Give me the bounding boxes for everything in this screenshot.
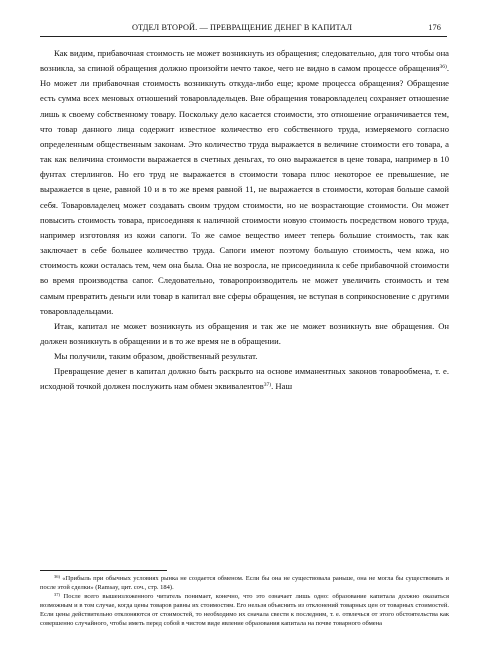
paragraph bbox=[40, 46, 449, 319]
footnote-ref[interactable]: 36) bbox=[439, 64, 447, 71]
footnote-number: 37) bbox=[54, 591, 60, 597]
footnote-divider bbox=[40, 570, 167, 571]
paragraph-text: . Наш bbox=[271, 381, 293, 392]
paragraph bbox=[40, 349, 449, 364]
running-header-title: ОТДЕЛ ВТОРОЙ. — ПРЕВРАЩЕНИЕ ДЕНЕГ В КАПИТАЛ bbox=[132, 23, 353, 32]
paragraph-text: Превращение денег в капитал должно быть раскрыто на основе имманентных законов товарообмена, т. е. исходной точкой должен послужить нам обмен эквивалентов bbox=[40, 366, 449, 392]
running-header bbox=[40, 22, 447, 37]
footnote bbox=[40, 593, 449, 629]
paragraph bbox=[40, 319, 449, 349]
paragraph-text: Итак, капитал не может возникнуть из обращения и так же не может возникнуть вне обращения. Он должен возникнуть в обращении и в то же время не в обращении. bbox=[40, 320, 449, 346]
paragraph bbox=[40, 364, 449, 394]
footnote-text: После всего вышеизложенного читатель понимает, конечно, что это означает лишь одно: образование капитала должно оказаться возможным и в том случае, когда цены товаров равны их стоимостям. Его нельзя объяснить из отклонений товарных цен от товарных стоимостей. Если цены действительно отклоняются от стоимостей, то необходимо их сначала свести к последним, т. е. отвлечься от этого обстоятельства как совершенно случайного, чтобы иметь перед собой в чистом виде явление образования капитала на почве товарного обмена bbox=[40, 592, 450, 627]
footnote-ref[interactable]: 37) bbox=[263, 382, 272, 389]
footnote-number: 36) bbox=[54, 574, 60, 579]
footnotes bbox=[40, 575, 449, 628]
paragraph-text: . Но может ли прибавочная стоимость возникнуть откуда-либо еще; кроме процесса обращения? Обращение есть сумма всех меновых отношений товаровладельцев. Вне обращения товаровладелец сохраняет отношение лишь к своему собственному товару. Поскольку дело касается стоимости, это отношение ограничивается тем, что товар данного лица содержит известное количество его собственного труда, измеряемого согласно определенным общественным законам. Это количество труда выражается в величине стоимости его товара, а так как величина стоимости выражается в счетных деньгах, то оно выражается в цене товара, например в 10 фунтах стерлингов. Но его труд не выражается в стоимости товара плюс некоторое ее превышение, не выражается в цене, равной 10 и в то же время равной 11, не выражается в стоимости, которая больше самой себя. Товаровладелец может создавать своим трудом стоимости, но не возрастающие стоимости. Он может повысить стоимость товара, присоединяя к наличной стоимости новую стоимость посредством нового труда, например изготовляя из кожи сапоги. То же самое вещество имеет теперь большие стоимость, так как заключает в себе большее количество труда. Сапоги имеют поэтому большую стоимость, чем кожа, но стоимость кожи осталась тем, чем она была. Она не возросла, не присоединила к себе прибавочной стоимости во время производства сапог. Следовательно, товаропроизводитель не может увеличить стоимость и тем самым превратить деньги или товар в капитал вне сферы обращения, не вступая в соприкосновение с другими товаровладельцами. bbox=[40, 63, 449, 316]
footnote bbox=[40, 575, 449, 593]
footnote-text: «Прибыль при обычных условиях рынка не создается обменом. Если бы она не существовала раньше, она не могла бы существовать и после этой сделки» (Ramsay, цит. соч., стр. 184). bbox=[40, 575, 449, 591]
paragraph-text: Мы получили, таким образом, двойственный результат. bbox=[54, 351, 258, 362]
paragraph-text: Как видим, прибавочная стоимость не может возникнуть из обращения; следовательно, для того чтобы она возникла, за спиной обращения должно произойти нечто такое, чего не видно в самом процессе обращения bbox=[40, 48, 449, 74]
main-text bbox=[40, 46, 449, 395]
page-number: 176 bbox=[428, 23, 441, 32]
